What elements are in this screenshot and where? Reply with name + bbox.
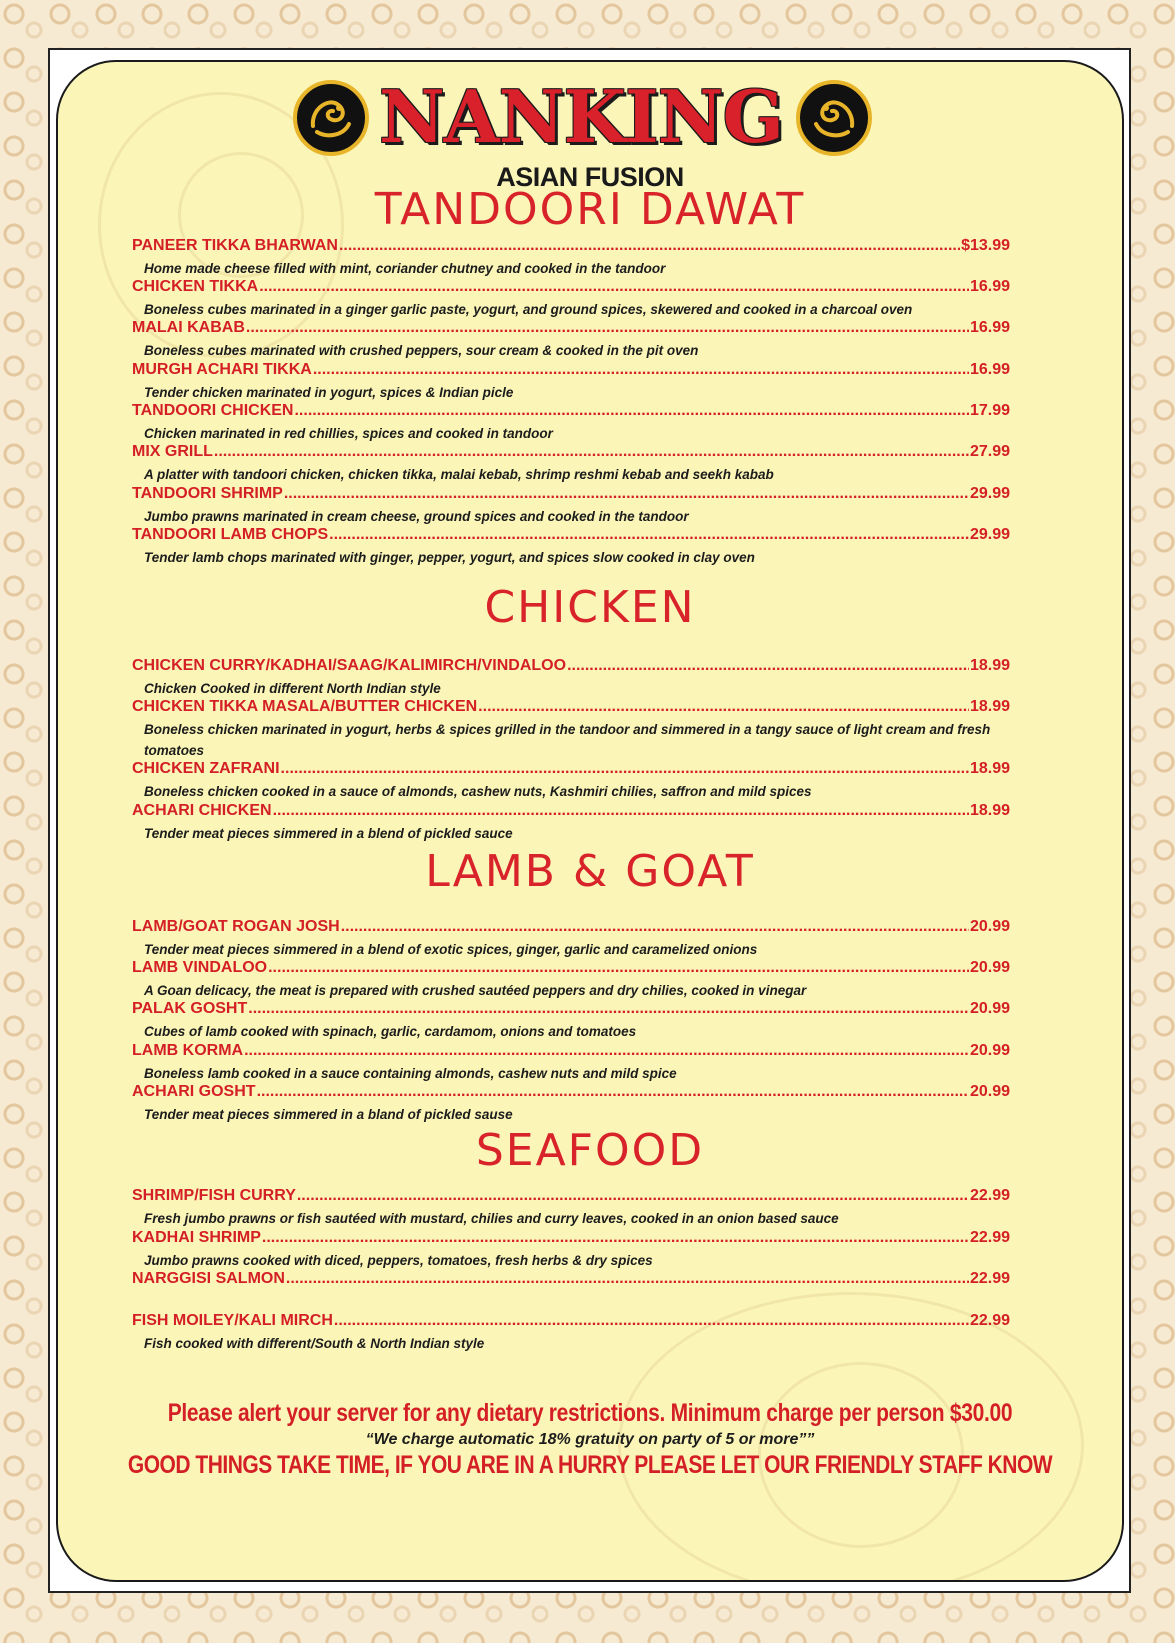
- item-description: Chicken Cooked in different North Indian style: [144, 681, 441, 696]
- menu-item: [132, 1228, 1010, 1271]
- brand-tagline: ASIAN FUSION: [496, 162, 684, 192]
- item-description: Home made cheese filled with mint, coriander chutney and cooked in the tandoor: [144, 261, 666, 276]
- item-name: NARGGISI SALMON: [132, 1270, 285, 1287]
- item-description: Boneless chicken marinated in yogurt, herbs & spices grilled in the tandoor and simmered in a tangy sauce of light cream and fresh tomatoes: [144, 722, 991, 758]
- item-price: 22.99: [969, 1229, 1010, 1246]
- item-description: A Goan delicacy, the meat is prepared with crushed sautéed peppers and dry chilies, cooked in vinegar: [144, 983, 807, 998]
- item-description: A platter with tandoori chicken, chicken tikka, malai kebab, shrimp reshmi kebab and seekh kabab: [144, 467, 774, 482]
- item-name: SHRIMP/FISH CURRY: [132, 1187, 296, 1204]
- leader-dots: [294, 401, 968, 421]
- dragon-emblem-icon: [293, 80, 369, 156]
- item-name: CHICKEN TIKKA: [132, 278, 259, 295]
- menu-item: [132, 801, 1010, 844]
- leader-dots: [284, 484, 969, 504]
- item-name: LAMB KORMA: [132, 1042, 244, 1059]
- item-name: MIX GRILL: [132, 443, 213, 460]
- section-title-seafood: SEAFOOD: [475, 1125, 705, 1176]
- menu-item: [132, 442, 1010, 485]
- leader-dots: [257, 1082, 969, 1102]
- item-price: 22.99: [969, 1187, 1010, 1204]
- item-name: CHICKEN CURRY/KADHAI/SAAG/KALIMIRCH/VINDALOO: [132, 657, 567, 674]
- dietary-notice: Please alert your server for any dietary restrictions. Minimum charge per person $30.00: [167, 1399, 1013, 1428]
- item-description: Tender meat pieces simmered in a blend of exotic spices, ginger, garlic and caramelized onions: [144, 942, 758, 957]
- item-price: 20.99: [969, 1042, 1010, 1059]
- item-price: 17.99: [969, 402, 1010, 419]
- item-price: 20.99: [969, 959, 1010, 976]
- leader-dots: [286, 1269, 969, 1289]
- leader-dots: [341, 917, 969, 937]
- item-name: TANDOORI LAMB CHOPS: [132, 526, 329, 543]
- section-title-lamb-goat: LAMB & GOAT: [425, 846, 755, 897]
- item-price: 20.99: [969, 1083, 1010, 1100]
- menu-item: [132, 759, 1010, 802]
- item-name: PANEER TIKKA BHARWAN: [132, 237, 338, 254]
- item-name: KADHAI SHRIMP: [132, 1229, 261, 1246]
- menu-item: [132, 697, 1010, 761]
- dragon-emblem-icon: [796, 80, 872, 156]
- leader-dots: [262, 1228, 969, 1248]
- leader-dots: [334, 1311, 969, 1331]
- item-name: TANDOORI CHICKEN: [132, 402, 294, 419]
- item-name: PALAK GOSHT: [132, 1000, 248, 1017]
- leader-dots: [281, 759, 969, 779]
- item-description: Cubes of lamb cooked with spinach, garlic, cardamom, onions and tomatoes: [144, 1024, 637, 1039]
- item-description: Tender meat pieces simmered in a bland of pickled sause: [144, 1107, 513, 1122]
- menu-item: [132, 318, 1010, 361]
- item-price: 27.99: [969, 443, 1010, 460]
- menu-item: [132, 1186, 1010, 1229]
- leader-dots: [297, 1186, 969, 1206]
- item-description: Tender chicken marinated in yogurt, spices & Indian picle: [144, 385, 514, 400]
- menu-item: [132, 999, 1010, 1042]
- leader-dots: [478, 697, 969, 717]
- menu-item: [132, 401, 1010, 444]
- item-name: MALAI KABAB: [132, 319, 245, 336]
- leader-dots: [248, 999, 969, 1019]
- item-description: Tender lamb chops marinated with ginger, pepper, yogurt, and spices slow cooked in clay oven: [144, 550, 755, 565]
- item-name: FISH MOILEY/KALI MIRCH: [132, 1312, 333, 1329]
- item-description: Fresh jumbo prawns or fish sautéed with mustard, chilies and curry leaves, cooked in an onion based sauce: [144, 1211, 839, 1226]
- item-description: Tender meat pieces simmered in a blend of pickled sauce: [144, 826, 513, 841]
- menu-item: [132, 917, 1010, 960]
- leader-dots: [214, 442, 969, 462]
- leader-dots: [273, 801, 969, 821]
- leader-dots: [259, 277, 969, 297]
- menu-item: [132, 1311, 1010, 1354]
- item-description: Boneless chicken cooked in a sauce of almonds, cashew nuts, Kashmiri chilies, saffron and mild spices: [144, 784, 812, 799]
- leader-dots: [339, 236, 960, 256]
- menu-item: [132, 484, 1010, 527]
- item-description: Fish cooked with different/South & North Indian style: [144, 1336, 485, 1351]
- menu-item: [132, 656, 1010, 699]
- menu-panel: [56, 60, 1124, 1582]
- item-price: 20.99: [969, 918, 1010, 935]
- menu-item: [132, 236, 1010, 279]
- leader-dots: [329, 525, 969, 545]
- leader-dots: [246, 318, 969, 338]
- menu-item: [132, 525, 1010, 568]
- menu-item: [132, 360, 1010, 403]
- menu-item: [132, 277, 1010, 320]
- item-price: 29.99: [969, 485, 1010, 502]
- item-price: $13.99: [961, 237, 1010, 254]
- menu-item: [132, 1041, 1010, 1084]
- item-name: CHICKEN ZAFRANI: [132, 760, 280, 777]
- item-price: 18.99: [969, 657, 1010, 674]
- slogan: GOOD THINGS TAKE TIME, IF YOU ARE IN A HURRY PLEASE LET OUR FRIENDLY STAFF KNOW: [127, 1451, 1053, 1480]
- item-price: 16.99: [969, 319, 1010, 336]
- item-price: 18.99: [969, 802, 1010, 819]
- item-description: Boneless cubes marinated with crushed peppers, sour cream & cooked in the pit oven: [144, 343, 699, 358]
- section-title-chicken: CHICKEN: [484, 582, 696, 633]
- leader-dots: [567, 656, 969, 676]
- leader-dots: [244, 1041, 969, 1061]
- item-description: Boneless cubes marinated in a ginger garlic paste, yogurt, and ground spices, skewered and cooked in a charcoal oven: [144, 302, 913, 317]
- leader-dots: [313, 360, 969, 380]
- item-name: MURGH ACHARI TIKKA: [132, 361, 312, 378]
- item-name: LAMB VINDALOO: [132, 959, 268, 976]
- section-title-tandoori-dawat: TANDOORI DAWAT: [374, 184, 806, 235]
- item-name: LAMB/GOAT ROGAN JOSH: [132, 918, 340, 935]
- item-name: ACHARI CHICKEN: [132, 802, 272, 819]
- brand-logo: NANKING: [378, 74, 784, 159]
- gratuity-notice: “We charge automatic 18% gratuity on party of 5 or more””: [365, 1431, 815, 1448]
- menu-item: [132, 1269, 1010, 1289]
- leader-dots: [268, 958, 969, 978]
- item-name: TANDOORI SHRIMP: [132, 485, 283, 502]
- item-description: Chicken marinated in red chillies, spices and cooked in tandoor: [144, 426, 553, 441]
- item-name: CHICKEN TIKKA MASALA/BUTTER CHICKEN: [132, 698, 478, 715]
- item-price: 18.99: [969, 760, 1010, 777]
- item-price: 22.99: [969, 1270, 1010, 1287]
- menu-item: [132, 958, 1010, 1001]
- item-price: 16.99: [969, 361, 1010, 378]
- menu-item: [132, 1082, 1010, 1125]
- item-name: ACHARI GOSHT: [132, 1083, 256, 1100]
- item-price: 18.99: [969, 698, 1010, 715]
- item-description: Jumbo prawns marinated in cream cheese, ground spices and cooked in the tandoor: [144, 509, 689, 524]
- item-description: Boneless lamb cooked in a sauce containing almonds, cashew nuts and mild spice: [144, 1066, 677, 1081]
- item-price: 29.99: [969, 526, 1010, 543]
- item-price: 16.99: [969, 278, 1010, 295]
- item-price: 22.99: [969, 1312, 1010, 1329]
- item-description: Jumbo prawns cooked with diced, peppers, tomatoes, fresh herbs & dry spices: [144, 1253, 653, 1268]
- item-price: 20.99: [969, 1000, 1010, 1017]
